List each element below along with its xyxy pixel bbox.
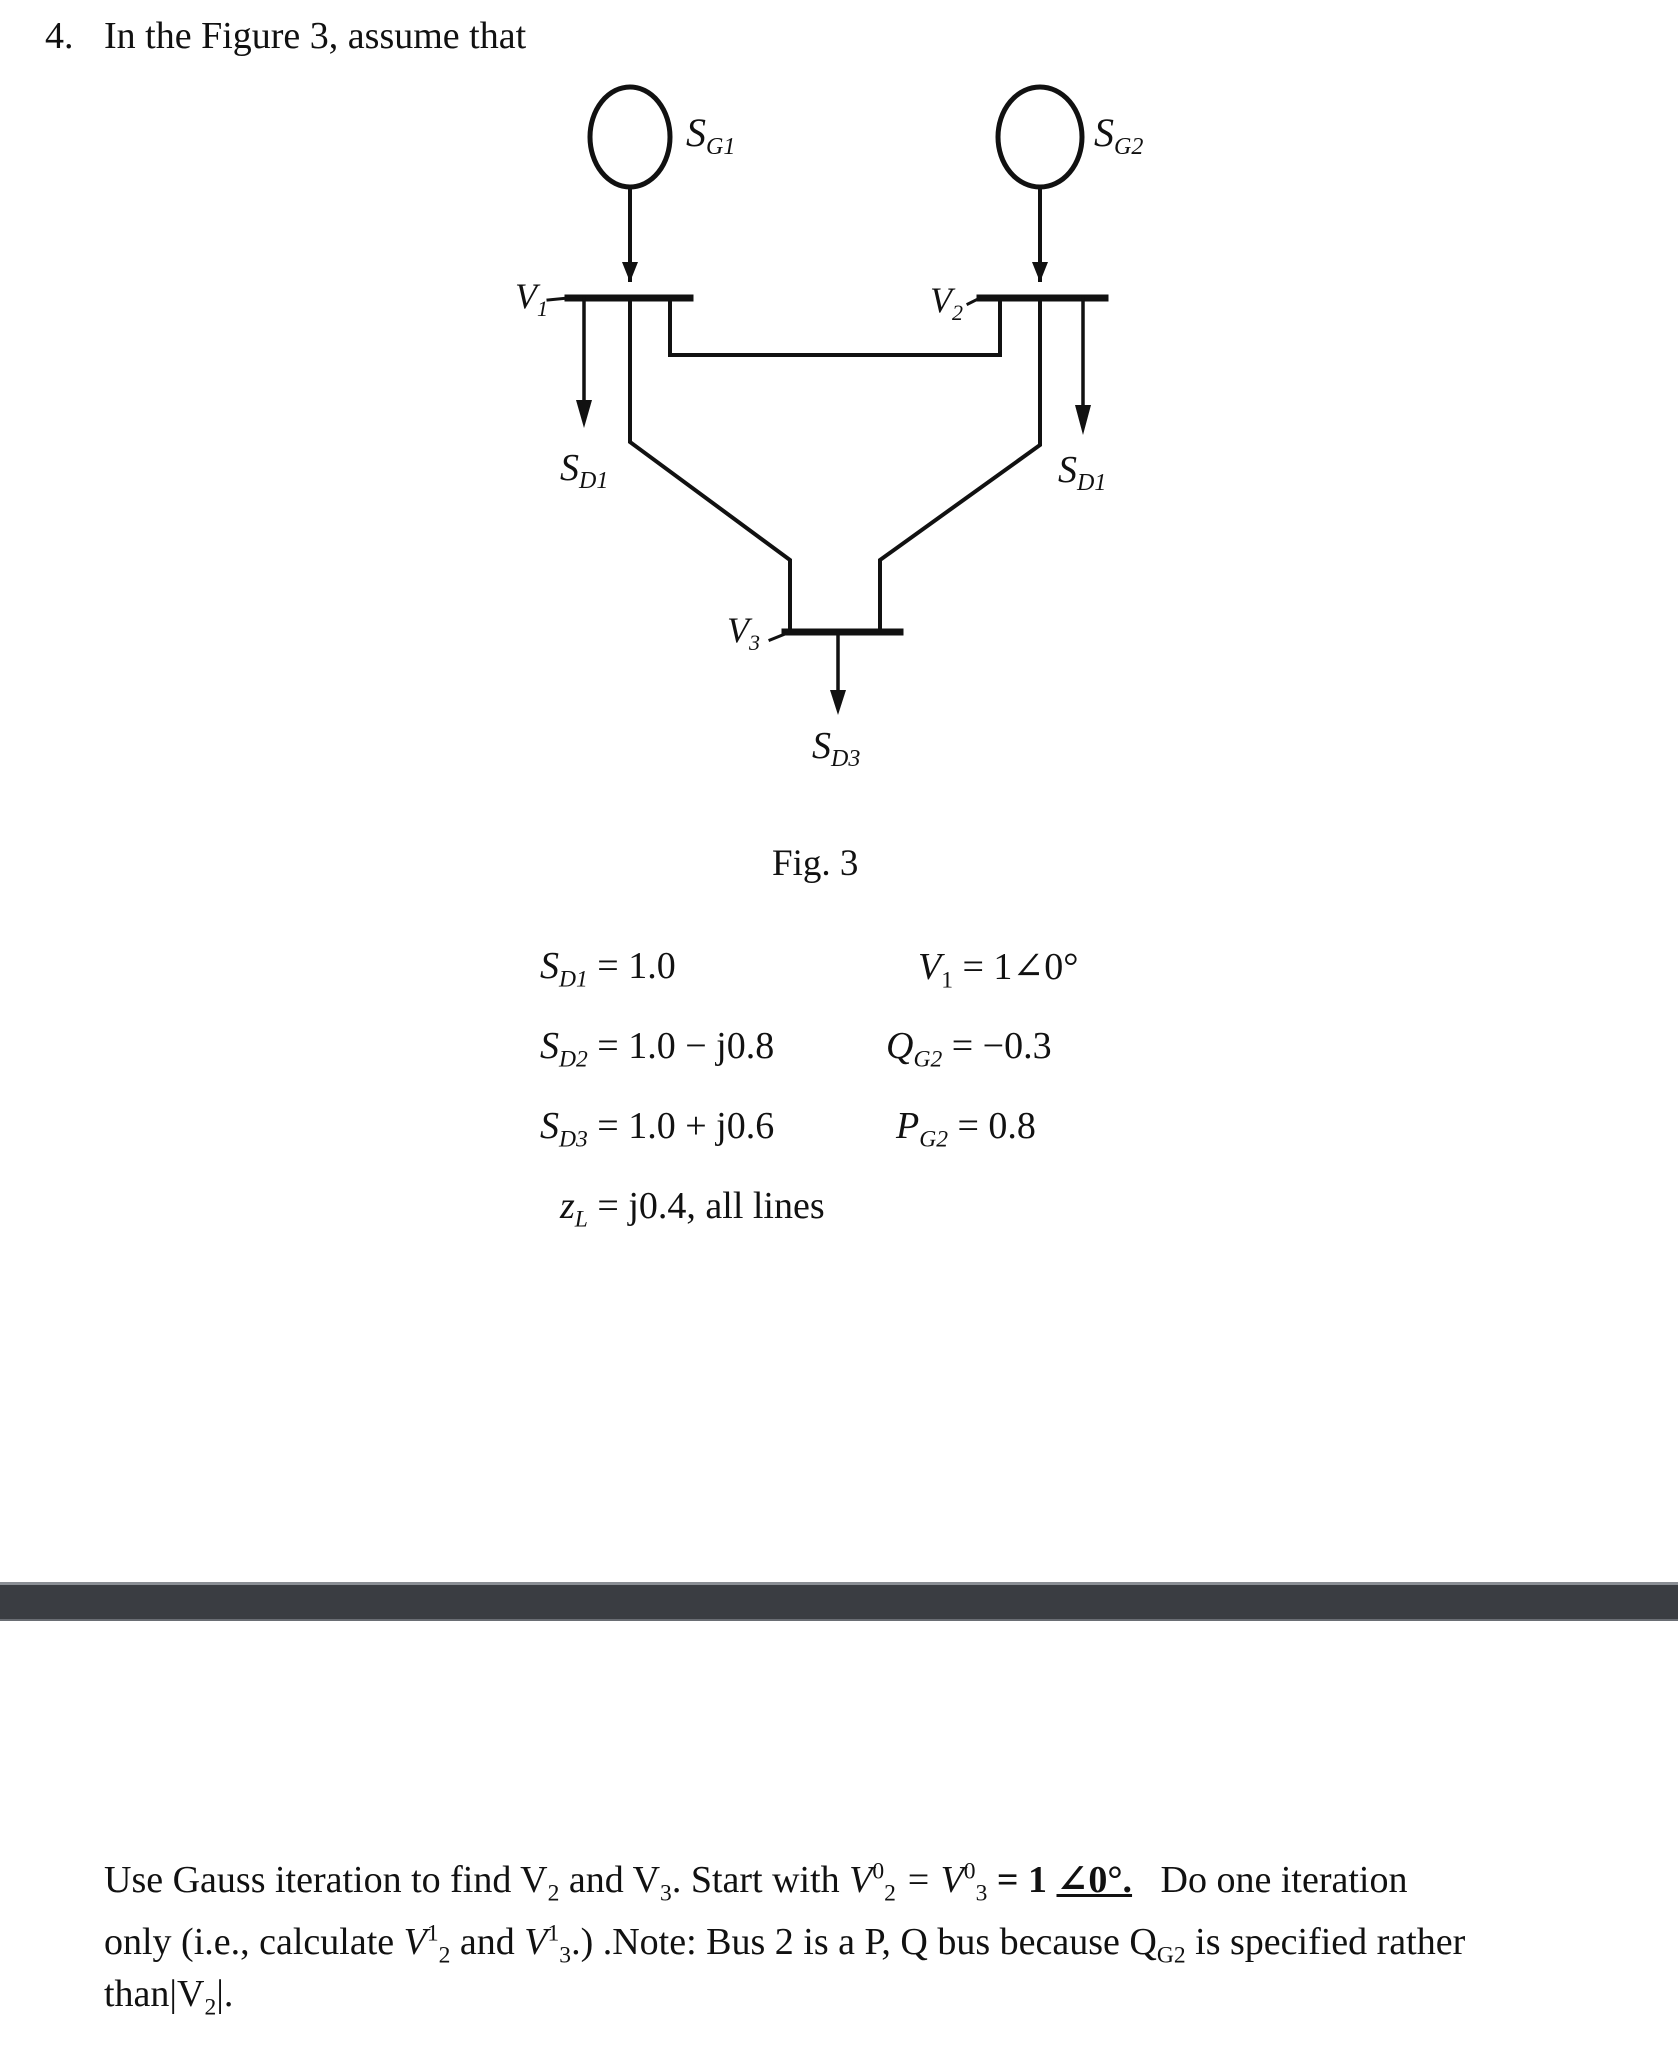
given-v1: $V_1$ = 1∠0° (918, 946, 1079, 994)
given-pg2: $P_{G2} = 0.8$ (896, 1105, 1036, 1153)
question-number: 4. (45, 15, 74, 57)
line-bus2-bus3 (880, 298, 1040, 630)
given-sd2: $S_{D2} = 1.0 - j0.8$ (540, 1025, 775, 1073)
power-system-diagram (0, 0, 1678, 820)
label-sg1: $S_{G1}$ (686, 110, 736, 160)
given-sd3: $S_{D3} = 1.0 + j0.6$ (540, 1105, 775, 1153)
given-sd1: $S_{D1} = 1.0$ (540, 945, 676, 993)
instruction-line-2: only (i.e., calculate $V^1_2$ and $V^1_3$.) .Note: Bus 2 is a P, Q bus because $Q_{G2}$ is specified rather (104, 1920, 1466, 1969)
label-sg2: $S_{G2}$ (1094, 110, 1144, 160)
generator-2-circle (998, 87, 1082, 187)
generator-1-circle (590, 87, 670, 187)
given-zl: $z_L = j0.4$, all lines (560, 1185, 825, 1233)
label-sd1-left: $S_{D1}$ (560, 447, 609, 494)
instruction-line-1: Use Gauss iteration to find $V_2$ and $V_3$. Start with $V^0_2 = V^0_3 = 1$ ∠0°. Do one iteration (104, 1858, 1408, 1907)
separator-band (0, 1582, 1678, 1621)
label-v2: $V_2$ (930, 280, 963, 325)
label-sd1-right: $S_{D1}$ (1058, 449, 1107, 496)
question-intro: In the Figure 3, assume that (104, 15, 527, 57)
given-qg2: $Q_{G2} = -0.3$ (886, 1025, 1052, 1073)
instruction-line-3: $than|V_2|$. (104, 1973, 234, 2021)
line-bus1-bus3 (630, 298, 790, 630)
label-v1: $V_1$ (515, 276, 548, 321)
figure-caption: Fig. 3 (772, 843, 859, 884)
label-sd3: $S_{D3}$ (812, 725, 861, 772)
label-v3: $V_3$ (727, 610, 760, 655)
